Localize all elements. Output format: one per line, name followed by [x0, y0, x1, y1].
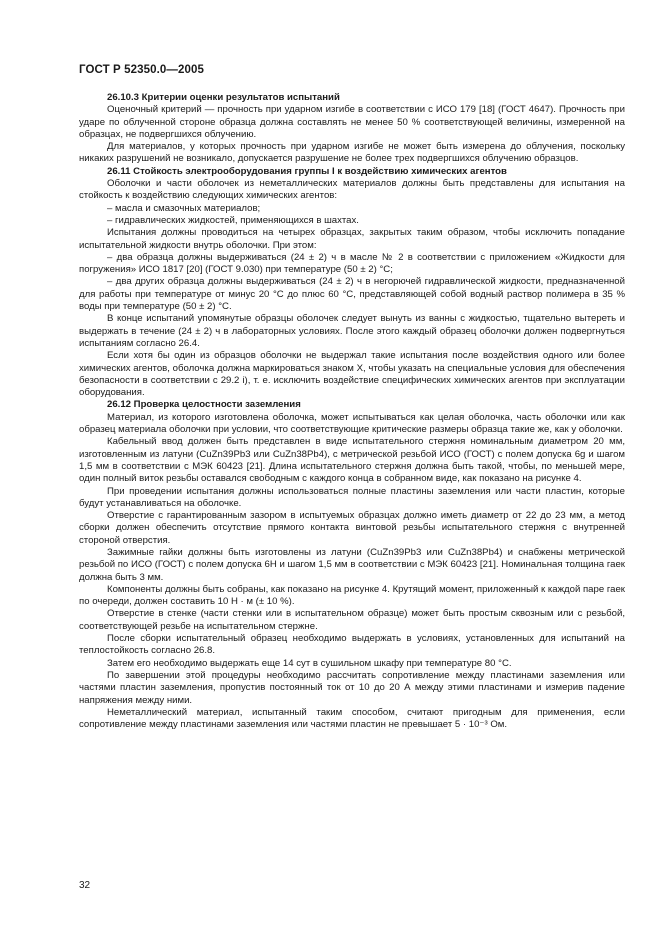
section-heading: 26.10.3 Критерии оценки результатов испытаний	[107, 92, 340, 103]
paragraph: Оболочки и части оболочек из неметаллических материалов должны быть представлены для испытания на стойкость к воздействию следующих химических агентов:	[79, 178, 625, 202]
section-heading: 26.11 Стойкость электрооборудования группы I к воздействию химических агентов	[107, 165, 507, 177]
paragraph: По завершении этой процедуры необходимо рассчитать сопротивление между пластинами заземления или частями пластин заземления, пропустив постоянный ток от 10 до 20 А между этими пластинами и измерив падение напряжения между ними.	[79, 669, 625, 706]
paragraph: Если хотя бы один из образцов оболочки не выдержал такие испытания после воздействия одного или более химических агентов, оболочка должна маркироваться знаком X, чтобы указать на специальные условия для обеспечения безопасности в соответствии с 29.2 i), т. е. исключить воздействие специфических химических агентов при эксплуатации оборудования.	[79, 350, 625, 399]
section-heading: 26.12 Проверка целостности заземления	[107, 399, 301, 411]
paragraph: Неметаллический материал, испытанный таким способом, считают пригодным для применения, если сопротивление между пластинами заземления или частями пластин не превышает 5 · 10⁻³ Ом.	[79, 706, 625, 731]
paragraph: Зажимные гайки должны быть изготовлены из латуни (CuZn39Pb3 или CuZn38Pb4) и снабжены метрической резьбой по ИСО (ГОСТ) с полем допуска 6Н и шагом 1,5 мм в соответствии с МЭК 60423 [21]. Номинальная толщина гаек должна быть 3 мм.	[79, 546, 625, 583]
paragraph: При проведении испытания должны использоваться полные пластины заземления или части пластин, которые будут устанавливаться на оболочке.	[79, 485, 625, 509]
paragraph: Кабельный ввод должен быть представлен в виде испытательного стержня номинальным диаметром 20 мм, изготовленным из латуни (CuZn39Pb3 или CuZn38Pb4), с метрической резьбой ИСО (ГОСТ) с полем допуска 6g и шагом 1,5 мм в соответствии с МЭК 60423 [21]. Длина испытательного стержня должна быть такой, чтобы, по меньшей мере, один полный виток резьбы оставался свободным с каждого конца в собранном виде, как показано на рисунке 4.	[79, 436, 625, 485]
paragraph: Оценочный критерий — прочность при ударном изгибе в соответствии с ИСО 179 [18] (ГОСТ 4647). Прочность при ударе по облученной стороне образца должна составлять не менее 50 % соответствующей величины, измеренной на образцах, не подвергшихся облучению.	[79, 104, 625, 140]
paragraph: В конце испытаний упомянутые образцы оболочек следует вынуть из ванны с жидкостью, тщательно вытереть и выдержать в течение (24 ± 2) ч в лабораторных условиях. После этого каждый образец оболочки должен подвергнуться испытаниям согласно 26.4.	[79, 313, 625, 349]
list-item: – гидравлических жидкостей, применяющихся в шахтах.	[107, 214, 359, 226]
paragraph: Материал, из которого изготовлена оболочка, может испытываться как целая оболочка, часть оболочки или как образец материала оболочки при условии, что соответствующие критические размеры образца такие же, как у оболочки.	[79, 411, 625, 436]
paragraph: Отверстие в стенке (части стенки или в испытательном образце) может быть простым сквозным или с резьбой, соответствующей резьбе на испытательном стержне.	[79, 608, 625, 632]
paragraph: Отверстие с гарантированным зазором в испытуемых образцах должно иметь диаметр от 22 до 23 мм, а метод сборки должен обеспечить отсутствие прямого контакта винтовой резьбы испытательного стержня с внутренней стороной отверстия.	[79, 510, 625, 546]
list-item: – масла и смазочных материалов;	[107, 202, 261, 214]
paragraph: Испытания должны проводиться на четырех образцах, закрытых таким образом, чтобы исключить попадание испытательной жидкости внутрь оболочки. При этом:	[79, 227, 625, 251]
paragraph: Для материалов, у которых прочность при ударном изгибе не может быть измерена до облучения, поскольку никаких разрушений не возникало, допускается разрушение не более трех подвергшихся облучению образцов.	[79, 141, 625, 165]
document-body	[79, 92, 625, 731]
page-number: 32	[79, 880, 91, 891]
document-header: ГОСТ Р 52350.0—2005	[79, 64, 204, 76]
list-item: – два других образца должны выдерживаться (24 ± 2) ч в негорючей гидравлической жидкости, предназначенной для работы при температуре от минус 20 °С до плюс 60 °С, представляющей собой водный раствор полимера в 35 % воды при температуре (50 ± 2) °С.	[79, 276, 625, 313]
paragraph: После сборки испытательный образец необходимо выдержать в условиях, установленных для испытаний на теплостойкость согласно 26.8.	[79, 633, 625, 657]
list-item: – два образца должны выдерживаться (24 ± 2) ч в масле № 2 в соответствии с приложением «Жидкости для погружения» ИСО 1817 [20] (ГОСТ 9.030) при температуре (50 ± 2) °С;	[79, 251, 625, 276]
paragraph: Компоненты должны быть собраны, как показано на рисунке 4. Крутящий момент, приложенный к каждой паре гаек по очереди, должен составить 10 Н · м (± 10 %).	[79, 583, 625, 608]
paragraph: Затем его необходимо выдержать еще 14 сут в сушильном шкафу при температуре 80 °С.	[107, 657, 512, 669]
